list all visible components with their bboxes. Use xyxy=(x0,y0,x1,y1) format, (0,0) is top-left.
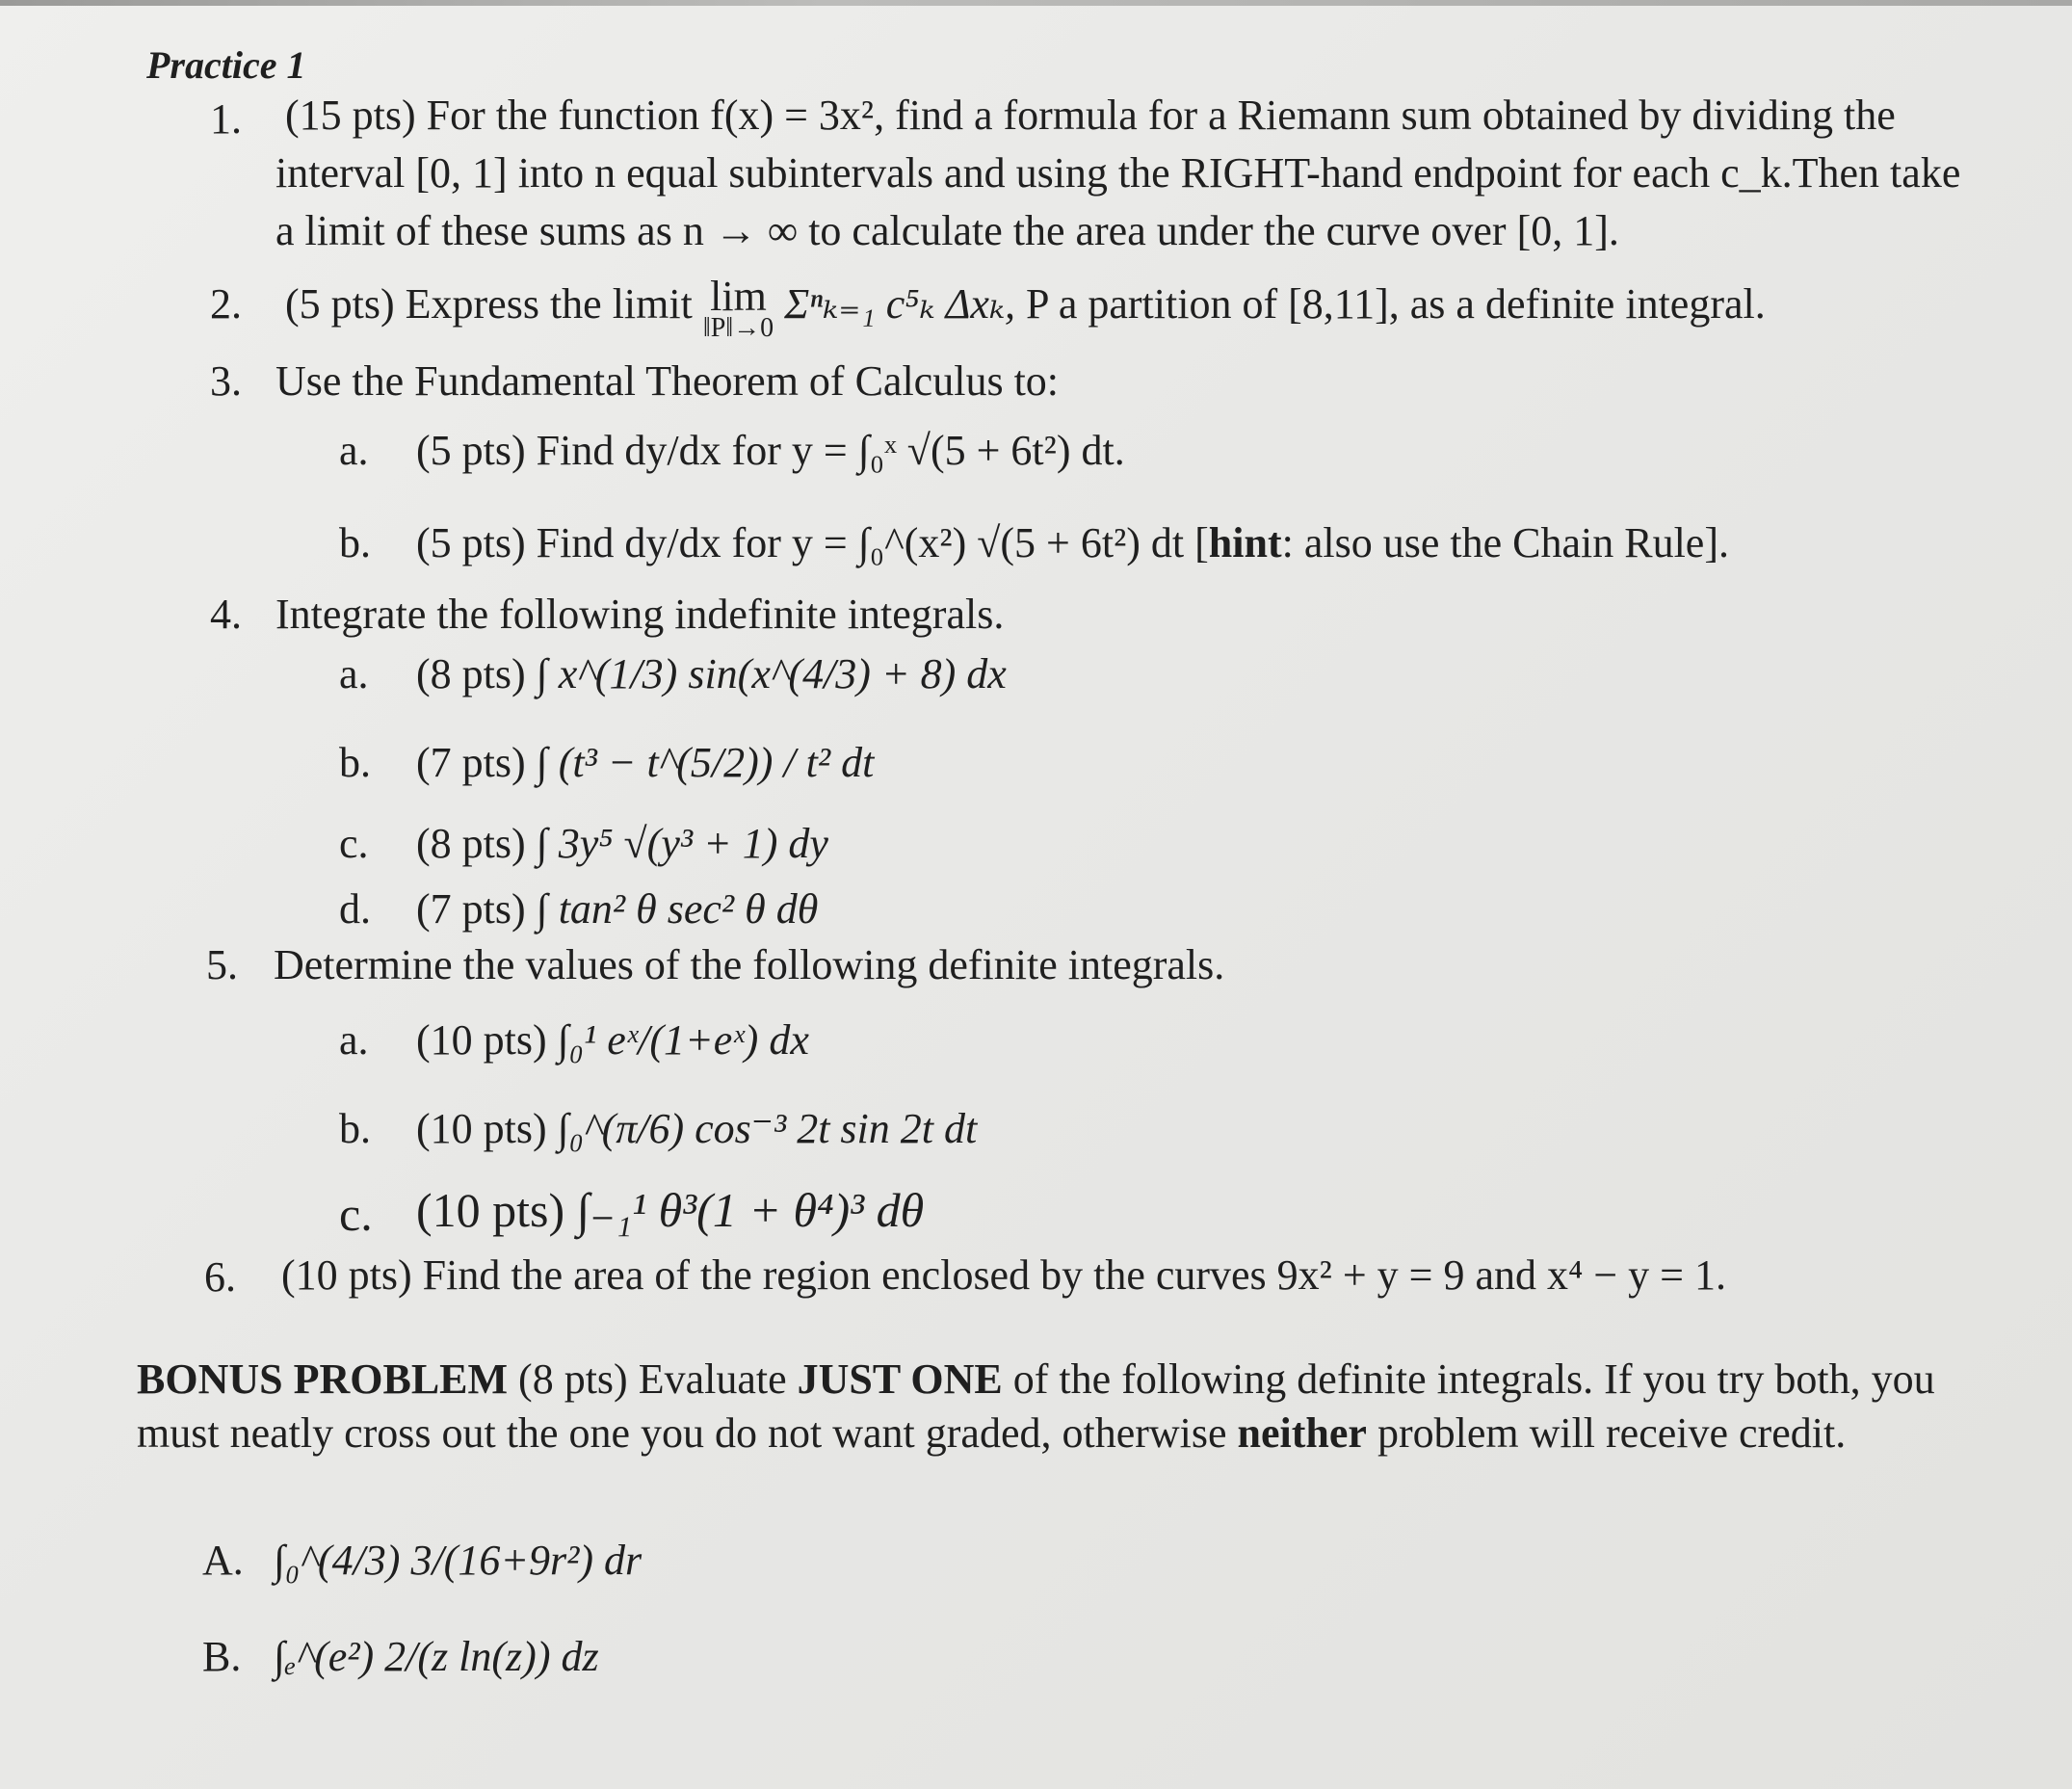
problem-4b-label: b. xyxy=(339,739,371,786)
riemann-sum-expression: Σⁿₖ₌₁ c⁵ₖ Δxₖ, xyxy=(784,280,1015,328)
problem-5b-points: (10 pts) xyxy=(416,1105,547,1152)
bonus-b-expression xyxy=(274,1630,599,1684)
hint-word: hint xyxy=(1208,519,1282,566)
problem-4c-text xyxy=(416,817,828,871)
problem-5a-label: a. xyxy=(339,1016,369,1064)
bonus-points: (8 pts) Evaluate xyxy=(518,1355,787,1403)
bonus-a-integral: ∫₀^(4/3) 3/(16+9r²) dr xyxy=(274,1537,643,1584)
problem-5-text: Determine the values of the following definite integrals. xyxy=(274,941,1225,988)
page-top-edge xyxy=(0,0,2072,6)
problem-1-line-2: interval [0, 1] into n equal subintervals and using the RIGHT-hand endpoint for each c_k.Then take xyxy=(275,149,1961,197)
problem-4c-points: (8 pts) xyxy=(416,820,526,867)
problem-4a-expression: ∫ x^(1/3) sin(x^(4/3) + 8) dx xyxy=(536,650,1007,697)
problem-5c-text xyxy=(416,1183,924,1237)
bonus-b-label: B. xyxy=(202,1633,242,1680)
bonus-instructions-2a: must neatly cross out the one you do not want graded, otherwise xyxy=(137,1409,1227,1457)
problem-5-number: 5. xyxy=(206,941,238,988)
problem-4-number: 4. xyxy=(210,591,242,638)
bonus-a-label: A. xyxy=(202,1537,244,1584)
page-title: Practice 1 xyxy=(146,43,306,87)
problem-3a-label: a. xyxy=(339,427,369,474)
problem-4c-expression: ∫ 3y⁵ √(y³ + 1) dy xyxy=(536,820,828,867)
bonus-b-integral: ∫ₑ^(e²) 2/(z ln(z)) dz xyxy=(274,1633,599,1680)
problem-6-text: (10 pts) Find the area of the region enclosed by the curves 9x² + y = 9 and x⁴ − y = 1. xyxy=(281,1251,1726,1299)
problem-4-text: Integrate the following indefinite integrals. xyxy=(275,591,1005,638)
problem-2-lead: (5 pts) Express the limit xyxy=(285,280,693,328)
problem-5c-points: (10 pts) xyxy=(416,1183,565,1237)
problem-5b-label: b. xyxy=(339,1105,371,1152)
problem-4d-expression: ∫ tan² θ sec² θ dθ xyxy=(536,885,819,933)
hint-text: : also use the Chain Rule]. xyxy=(1281,519,1729,566)
problem-4d-label: d. xyxy=(339,885,371,933)
bonus-neither: neither xyxy=(1237,1409,1367,1457)
bonus-line-1 xyxy=(137,1353,1935,1407)
problem-5b-expression: ∫₀^(π/6) cos⁻³ 2t sin 2t dt xyxy=(557,1105,978,1152)
problem-5c-expression: ∫₋₁¹ θ³(1 + θ⁴)³ dθ xyxy=(576,1183,925,1237)
problem-4b-points: (7 pts) xyxy=(416,739,526,786)
problem-1-number: 1. xyxy=(210,95,242,143)
problem-3a-text: (5 pts) Find dy/dx for y = ∫₀ˣ √(5 + 6t²) dt. xyxy=(416,427,1125,474)
problem-4d-text xyxy=(416,882,818,936)
problem-5b-text xyxy=(416,1102,977,1156)
problem-3-number: 3. xyxy=(210,357,242,405)
limit-subscript: ‖P‖→0 xyxy=(702,313,774,343)
problem-6-number: 6. xyxy=(204,1253,236,1301)
limit-notation xyxy=(702,273,774,343)
problem-1-line-3: a limit of these sums as n → ∞ to calculate the area under the curve over [0, 1]. xyxy=(275,207,1619,254)
problem-1-line-1: (15 pts) For the function f(x) = 3x², find a formula for a Riemann sum obtained by dividing the xyxy=(285,92,1896,139)
problem-4a-label: a. xyxy=(339,650,369,697)
problem-3-text: Use the Fundamental Theorem of Calculus to: xyxy=(275,357,1060,405)
problem-5a-text xyxy=(416,1013,809,1067)
problem-5a-expression: ∫₀¹ eˣ/(1+eˣ) dx xyxy=(557,1016,809,1064)
problem-4c-label: c. xyxy=(339,820,369,867)
bonus-instructions-2b: problem will receive credit. xyxy=(1377,1409,1847,1457)
problem-4a-text xyxy=(416,647,1007,701)
problem-4b-expression: ∫ (t³ − t^(5/2)) / t² dt xyxy=(536,739,875,786)
problem-4a-points: (8 pts) xyxy=(416,650,526,697)
bonus-a-expression xyxy=(274,1534,642,1588)
bonus-instructions: of the following definite integrals. If you try both, you xyxy=(1012,1355,1935,1403)
problem-4b-text xyxy=(416,736,874,790)
problem-5c-label: c. xyxy=(339,1187,373,1241)
bonus-heading: BONUS PROBLEM xyxy=(137,1355,509,1403)
problem-4d-points: (7 pts) xyxy=(416,885,526,933)
limit-word: lim xyxy=(710,273,767,320)
problem-3b-label: b. xyxy=(339,519,371,566)
problem-5a-points: (10 pts) xyxy=(416,1016,547,1064)
problem-2-number: 2. xyxy=(210,280,242,328)
bonus-just-one: JUST ONE xyxy=(797,1355,1003,1403)
problem-3b-text: (5 pts) Find dy/dx for y = ∫₀^(x²) √(5 + 6t²) dt [hint: also use the Chain Rule]. xyxy=(416,519,1729,566)
problem-3b-expression: (5 pts) Find dy/dx for y = ∫₀^(x²) √(5 + 6t²) dt xyxy=(416,519,1185,566)
problem-2-tail: P a partition of [8,11], as a definite integral. xyxy=(1026,280,1766,328)
problem-2-text xyxy=(285,273,1766,343)
bonus-line-2 xyxy=(137,1407,1846,1460)
